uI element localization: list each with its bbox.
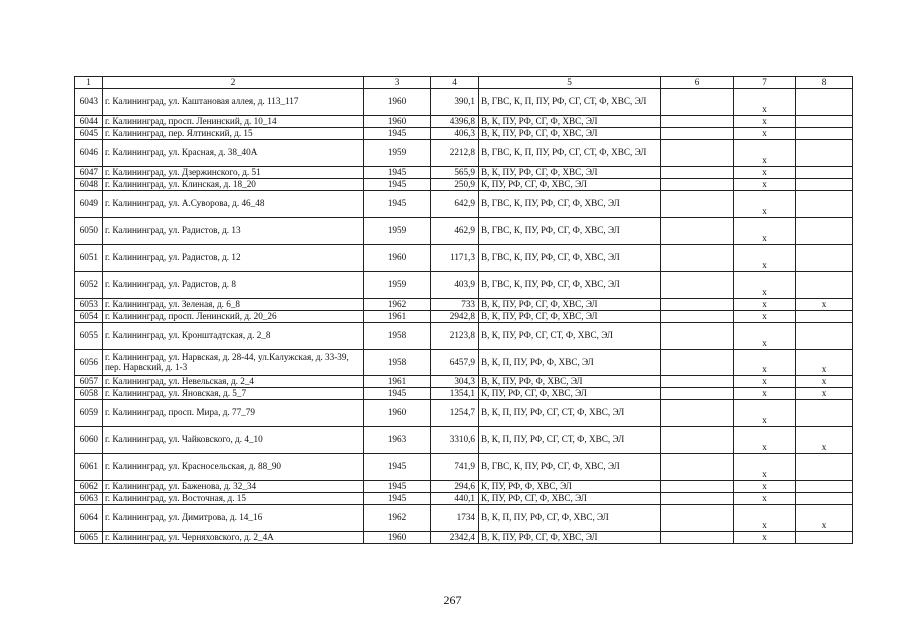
systems-cell: К, ПУ, РФ, СГ, Ф, ХВС, ЭЛ bbox=[479, 179, 661, 191]
area-cell: 2123,8 bbox=[431, 323, 479, 350]
column-7-mark-cell: х bbox=[734, 299, 796, 311]
column-6-cell bbox=[661, 532, 734, 544]
systems-cell: В, К, ПУ, РФ, СГ, Ф, ХВС, ЭЛ bbox=[479, 128, 661, 140]
year-cell: 1962 bbox=[364, 505, 431, 532]
area-cell: 733 bbox=[431, 299, 479, 311]
systems-cell: К, ПУ, РФ, Ф, ХВС, ЭЛ bbox=[479, 481, 661, 493]
column-6-cell bbox=[661, 311, 734, 323]
column-6-cell bbox=[661, 140, 734, 167]
header-cell: 6 bbox=[661, 77, 734, 89]
column-8-mark-cell bbox=[796, 179, 853, 191]
address-cell: г. Калининград, ул. Нарвская, д. 28-44, ул.Калужская, д. 33-39, пер. Нарвский, д. 1-3 bbox=[103, 350, 364, 376]
column-6-cell bbox=[661, 245, 734, 272]
row-id-cell: 6051 bbox=[75, 245, 103, 272]
column-7-mark-cell: х bbox=[734, 400, 796, 427]
systems-cell: В, ГВС, К, ПУ, РФ, СГ, Ф, ХВС, ЭЛ bbox=[479, 218, 661, 245]
table-row bbox=[75, 481, 853, 493]
systems-cell: В, ГВС, К, П, ПУ, РФ, СГ, СТ, Ф, ХВС, ЭЛ bbox=[479, 89, 661, 116]
row-id-cell: 6048 bbox=[75, 179, 103, 191]
column-7-mark-cell: х bbox=[734, 454, 796, 481]
row-id-cell: 6065 bbox=[75, 532, 103, 544]
column-7-mark-cell: х bbox=[734, 376, 796, 388]
table-row bbox=[75, 89, 853, 116]
year-cell: 1963 bbox=[364, 427, 431, 454]
area-cell: 741,9 bbox=[431, 454, 479, 481]
address-cell: г. Калининград, ул. Радистов, д. 12 bbox=[103, 245, 364, 272]
year-cell: 1960 bbox=[364, 245, 431, 272]
table-row bbox=[75, 311, 853, 323]
column-8-mark-cell bbox=[796, 191, 853, 218]
address-cell: г. Калининград, ул. Черняховского, д. 2_4А bbox=[103, 532, 364, 544]
column-8-mark-cell: х bbox=[796, 388, 853, 400]
address-cell: г. Калининград, ул. Каштановая аллея, д. 113_117 bbox=[103, 89, 364, 116]
column-8-mark-cell bbox=[796, 481, 853, 493]
table-row bbox=[75, 454, 853, 481]
column-6-cell bbox=[661, 493, 734, 505]
systems-cell: В, К, П, ПУ, РФ, Ф, ХВС, ЭЛ bbox=[479, 350, 661, 376]
header-cell: 5 bbox=[479, 77, 661, 89]
address-cell: г. Калининград, ул. Клинская, д. 18_20 bbox=[103, 179, 364, 191]
table-row bbox=[75, 532, 853, 544]
column-8-mark-cell bbox=[796, 245, 853, 272]
area-cell: 462,9 bbox=[431, 218, 479, 245]
column-7-mark-cell: х bbox=[734, 128, 796, 140]
header-cell: 8 bbox=[796, 77, 853, 89]
area-cell: 440,1 bbox=[431, 493, 479, 505]
address-cell: г. Калининград, ул. Зеленая, д. 6_8 bbox=[103, 299, 364, 311]
column-7-mark-cell: х bbox=[734, 179, 796, 191]
column-7-mark-cell: х bbox=[734, 388, 796, 400]
table-row bbox=[75, 167, 853, 179]
row-id-cell: 6053 bbox=[75, 299, 103, 311]
table-row bbox=[75, 128, 853, 140]
systems-cell: В, ГВС, К, П, ПУ, РФ, СГ, СТ, Ф, ХВС, ЭЛ bbox=[479, 140, 661, 167]
table-row bbox=[75, 218, 853, 245]
column-6-cell bbox=[661, 427, 734, 454]
systems-cell: В, К, ПУ, РФ, СГ, Ф, ХВС, ЭЛ bbox=[479, 532, 661, 544]
column-8-mark-cell bbox=[796, 272, 853, 299]
row-id-cell: 6049 bbox=[75, 191, 103, 218]
column-6-cell bbox=[661, 323, 734, 350]
systems-cell: В, К, ПУ, РФ, Ф, ХВС, ЭЛ bbox=[479, 376, 661, 388]
year-cell: 1960 bbox=[364, 116, 431, 128]
table-row bbox=[75, 191, 853, 218]
year-cell: 1961 bbox=[364, 376, 431, 388]
year-cell: 1945 bbox=[364, 128, 431, 140]
year-cell: 1945 bbox=[364, 481, 431, 493]
systems-cell: В, К, ПУ, РФ, СГ, Ф, ХВС, ЭЛ bbox=[479, 299, 661, 311]
address-cell: г. Калининград, ул. Красная, д. 38_40А bbox=[103, 140, 364, 167]
year-cell: 1945 bbox=[364, 493, 431, 505]
year-cell: 1959 bbox=[364, 140, 431, 167]
column-7-mark-cell: х bbox=[734, 218, 796, 245]
row-id-cell: 6063 bbox=[75, 493, 103, 505]
year-cell: 1945 bbox=[364, 167, 431, 179]
area-cell: 1254,7 bbox=[431, 400, 479, 427]
column-6-cell bbox=[661, 400, 734, 427]
row-id-cell: 6047 bbox=[75, 167, 103, 179]
column-7-mark-cell: х bbox=[734, 323, 796, 350]
column-7-mark-cell: х bbox=[734, 481, 796, 493]
column-7-mark-cell: х bbox=[734, 505, 796, 532]
column-6-cell bbox=[661, 167, 734, 179]
header-cell: 2 bbox=[103, 77, 364, 89]
address-cell: г. Калининград, просп. Ленинский, д. 10_14 bbox=[103, 116, 364, 128]
table-body bbox=[75, 77, 853, 544]
year-cell: 1945 bbox=[364, 388, 431, 400]
column-7-mark-cell: х bbox=[734, 427, 796, 454]
row-id-cell: 6052 bbox=[75, 272, 103, 299]
header-cell: 7 bbox=[734, 77, 796, 89]
table-row bbox=[75, 140, 853, 167]
column-6-cell bbox=[661, 89, 734, 116]
column-6-cell bbox=[661, 272, 734, 299]
systems-cell: В, ГВС, К, ПУ, РФ, СГ, Ф, ХВС, ЭЛ bbox=[479, 454, 661, 481]
area-cell: 2342,4 bbox=[431, 532, 479, 544]
column-8-mark-cell bbox=[796, 493, 853, 505]
area-cell: 4396,8 bbox=[431, 116, 479, 128]
table-row bbox=[75, 323, 853, 350]
table-row bbox=[75, 376, 853, 388]
column-6-cell bbox=[661, 481, 734, 493]
area-cell: 250,9 bbox=[431, 179, 479, 191]
column-8-mark-cell bbox=[796, 400, 853, 427]
column-7-mark-cell: х bbox=[734, 191, 796, 218]
area-cell: 6457,9 bbox=[431, 350, 479, 376]
table-row bbox=[75, 505, 853, 532]
year-cell: 1959 bbox=[364, 218, 431, 245]
year-cell: 1945 bbox=[364, 179, 431, 191]
row-id-cell: 6064 bbox=[75, 505, 103, 532]
address-cell: г. Калининград, ул. Дзержинского, д. 51 bbox=[103, 167, 364, 179]
row-id-cell: 6044 bbox=[75, 116, 103, 128]
area-cell: 3310,6 bbox=[431, 427, 479, 454]
year-cell: 1962 bbox=[364, 299, 431, 311]
area-cell: 390,1 bbox=[431, 89, 479, 116]
column-7-mark-cell: х bbox=[734, 493, 796, 505]
column-8-mark-cell: х bbox=[796, 427, 853, 454]
year-cell: 1959 bbox=[364, 272, 431, 299]
column-7-mark-cell: х bbox=[734, 167, 796, 179]
row-id-cell: 6046 bbox=[75, 140, 103, 167]
column-8-mark-cell bbox=[796, 532, 853, 544]
year-cell: 1958 bbox=[364, 350, 431, 376]
column-6-cell bbox=[661, 299, 734, 311]
column-7-mark-cell: х bbox=[734, 272, 796, 299]
area-cell: 406,3 bbox=[431, 128, 479, 140]
column-8-mark-cell bbox=[796, 128, 853, 140]
table-row bbox=[75, 116, 853, 128]
column-7-mark-cell: х bbox=[734, 116, 796, 128]
row-id-cell: 6061 bbox=[75, 454, 103, 481]
area-cell: 565,9 bbox=[431, 167, 479, 179]
address-cell: г. Калининград, ул. Чайковского, д. 4_10 bbox=[103, 427, 364, 454]
row-id-cell: 6054 bbox=[75, 311, 103, 323]
systems-cell: В, К, ПУ, РФ, СГ, СТ, Ф, ХВС, ЭЛ bbox=[479, 323, 661, 350]
header-row bbox=[75, 77, 853, 89]
column-8-mark-cell bbox=[796, 116, 853, 128]
table-row bbox=[75, 493, 853, 505]
row-id-cell: 6060 bbox=[75, 427, 103, 454]
systems-cell: В, К, ПУ, РФ, СГ, Ф, ХВС, ЭЛ bbox=[479, 116, 661, 128]
area-cell: 403,9 bbox=[431, 272, 479, 299]
column-6-cell bbox=[661, 376, 734, 388]
column-7-mark-cell: х bbox=[734, 245, 796, 272]
column-8-mark-cell bbox=[796, 167, 853, 179]
year-cell: 1945 bbox=[364, 191, 431, 218]
systems-cell: В, ГВС, К, ПУ, РФ, СГ, Ф, ХВС, ЭЛ bbox=[479, 272, 661, 299]
address-cell: г. Калининград, ул. Димитрова, д. 14_16 bbox=[103, 505, 364, 532]
area-cell: 2212,8 bbox=[431, 140, 479, 167]
column-6-cell bbox=[661, 218, 734, 245]
column-6-cell bbox=[661, 350, 734, 376]
year-cell: 1961 bbox=[364, 311, 431, 323]
table-row bbox=[75, 388, 853, 400]
systems-cell: К, ПУ, РФ, СГ, Ф, ХВС, ЭЛ bbox=[479, 493, 661, 505]
year-cell: 1960 bbox=[364, 89, 431, 116]
table-row bbox=[75, 245, 853, 272]
row-id-cell: 6058 bbox=[75, 388, 103, 400]
column-6-cell bbox=[661, 388, 734, 400]
year-cell: 1960 bbox=[364, 532, 431, 544]
header-cell: 4 bbox=[431, 77, 479, 89]
column-7-mark-cell: х bbox=[734, 140, 796, 167]
area-cell: 642,9 bbox=[431, 191, 479, 218]
systems-cell: В, К, ПУ, РФ, СГ, Ф, ХВС, ЭЛ bbox=[479, 311, 661, 323]
column-8-mark-cell bbox=[796, 311, 853, 323]
address-cell: г. Калининград, ул. Красносельская, д. 88_90 bbox=[103, 454, 364, 481]
row-id-cell: 6050 bbox=[75, 218, 103, 245]
row-id-cell: 6055 bbox=[75, 323, 103, 350]
row-id-cell: 6059 bbox=[75, 400, 103, 427]
table-row bbox=[75, 400, 853, 427]
area-cell: 294,6 bbox=[431, 481, 479, 493]
systems-cell: В, К, П, ПУ, РФ, СГ, СТ, Ф, ХВС, ЭЛ bbox=[479, 400, 661, 427]
systems-cell: В, К, ПУ, РФ, СГ, Ф, ХВС, ЭЛ bbox=[479, 167, 661, 179]
table-row bbox=[75, 272, 853, 299]
housing-register-table bbox=[74, 76, 853, 544]
area-cell: 304,3 bbox=[431, 376, 479, 388]
address-cell: г. Калининград, ул. Восточная, д. 15 bbox=[103, 493, 364, 505]
row-id-cell: 6057 bbox=[75, 376, 103, 388]
systems-cell: В, ГВС, К, ПУ, РФ, СГ, Ф, ХВС, ЭЛ bbox=[479, 191, 661, 218]
address-cell: г. Калининград, ул. Невельская, д. 2_4 bbox=[103, 376, 364, 388]
column-8-mark-cell bbox=[796, 89, 853, 116]
column-8-mark-cell: х bbox=[796, 376, 853, 388]
systems-cell: В, ГВС, К, ПУ, РФ, СГ, Ф, ХВС, ЭЛ bbox=[479, 245, 661, 272]
address-cell: г. Калининград, просп. Ленинский, д. 20_26 bbox=[103, 311, 364, 323]
column-6-cell bbox=[661, 454, 734, 481]
column-6-cell bbox=[661, 179, 734, 191]
address-cell: г. Калининград, ул. Радистов, д. 8 bbox=[103, 272, 364, 299]
column-8-mark-cell bbox=[796, 323, 853, 350]
column-6-cell bbox=[661, 191, 734, 218]
table-row bbox=[75, 179, 853, 191]
year-cell: 1960 bbox=[364, 400, 431, 427]
header-cell: 3 bbox=[364, 77, 431, 89]
column-8-mark-cell: х bbox=[796, 350, 853, 376]
column-8-mark-cell bbox=[796, 218, 853, 245]
area-cell: 1171,3 bbox=[431, 245, 479, 272]
column-7-mark-cell: х bbox=[734, 89, 796, 116]
address-cell: г. Калининград, ул. Баженова, д. 32_34 bbox=[103, 481, 364, 493]
row-id-cell: 6045 bbox=[75, 128, 103, 140]
systems-cell: В, К, П, ПУ, РФ, СГ, Ф, ХВС, ЭЛ bbox=[479, 505, 661, 532]
page-number: 267 bbox=[443, 593, 462, 607]
row-id-cell: 6043 bbox=[75, 89, 103, 116]
column-7-mark-cell: х bbox=[734, 311, 796, 323]
table-row bbox=[75, 427, 853, 454]
address-cell: г. Калининград, пер. Ялтинский, д. 15 bbox=[103, 128, 364, 140]
column-8-mark-cell bbox=[796, 454, 853, 481]
column-6-cell bbox=[661, 128, 734, 140]
area-cell: 1734 bbox=[431, 505, 479, 532]
row-id-cell: 6056 bbox=[75, 350, 103, 376]
table-row bbox=[75, 299, 853, 311]
table-row bbox=[75, 350, 853, 376]
column-6-cell bbox=[661, 116, 734, 128]
year-cell: 1958 bbox=[364, 323, 431, 350]
header-cell: 1 bbox=[75, 77, 103, 89]
column-8-mark-cell bbox=[796, 140, 853, 167]
column-7-mark-cell: х bbox=[734, 532, 796, 544]
address-cell: г. Калининград, просп. Мира, д. 77_79 bbox=[103, 400, 364, 427]
address-cell: г. Калининград, ул. Яновская, д. 5_7 bbox=[103, 388, 364, 400]
column-6-cell bbox=[661, 505, 734, 532]
area-cell: 2942,8 bbox=[431, 311, 479, 323]
systems-cell: К, ПУ, РФ, СГ, Ф, ХВС, ЭЛ bbox=[479, 388, 661, 400]
address-cell: г. Калининград, ул. А.Суворова, д. 46_48 bbox=[103, 191, 364, 218]
row-id-cell: 6062 bbox=[75, 481, 103, 493]
column-7-mark-cell: х bbox=[734, 350, 796, 376]
systems-cell: В, К, П, ПУ, РФ, СГ, СТ, Ф, ХВС, ЭЛ bbox=[479, 427, 661, 454]
column-8-mark-cell: х bbox=[796, 299, 853, 311]
address-cell: г. Калининград, ул. Радистов, д. 13 bbox=[103, 218, 364, 245]
year-cell: 1945 bbox=[364, 454, 431, 481]
column-8-mark-cell: х bbox=[796, 505, 853, 532]
address-cell: г. Калининград, ул. Кронштадтская, д. 2_8 bbox=[103, 323, 364, 350]
area-cell: 1354,1 bbox=[431, 388, 479, 400]
